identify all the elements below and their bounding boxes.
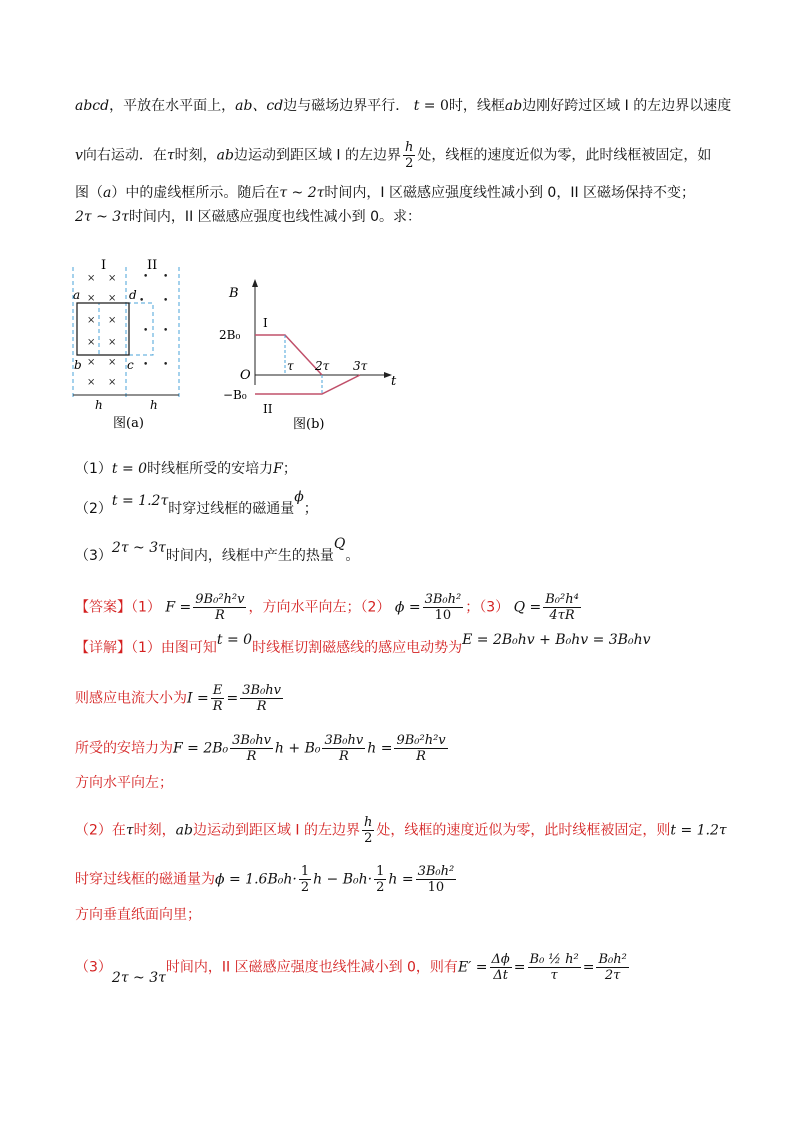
math: t = 0: [111, 461, 148, 477]
fraction: [490, 952, 512, 983]
figure-a-caption: 图(a): [113, 416, 144, 431]
fraction: [543, 592, 581, 623]
text: ）中的虚线框所示。随后在: [111, 185, 280, 201]
denominator: R: [212, 699, 223, 714]
fraction: [528, 952, 581, 983]
numerator: B₀²h⁴: [545, 592, 579, 607]
answer-line: [75, 592, 583, 623]
dot: •: [163, 296, 169, 306]
corner-c: c: [127, 358, 134, 372]
corner-a: a: [73, 288, 81, 302]
curve-label-2: II: [263, 402, 273, 416]
denominator: 2: [376, 880, 385, 895]
y-tick-minus-B0: −B₀: [223, 388, 247, 402]
denominator: 2τ: [604, 968, 621, 983]
denominator: Δt: [493, 968, 508, 983]
cross: ×: [108, 357, 117, 368]
text: 时间内，II 区磁感应强度也线性减小到 0，则有: [165, 959, 458, 976]
solution-line-2: [75, 683, 285, 714]
y-axis-label: B: [229, 286, 239, 301]
text: ；: [282, 461, 297, 477]
cross: ×: [108, 293, 117, 304]
denominator: R: [246, 749, 257, 764]
text: 时，线框: [448, 98, 505, 114]
text: （1）由图可知: [131, 640, 217, 656]
origin-label: O: [240, 368, 251, 383]
fraction: [362, 815, 374, 846]
text: 时线框所受的安培力: [147, 461, 274, 477]
text: ，平放在水平面上，: [109, 98, 236, 114]
cross: ×: [87, 337, 96, 348]
question-number: （2）: [75, 501, 112, 517]
dot: •: [163, 272, 169, 282]
math-ab-cd: ab、cd: [235, 98, 284, 114]
denominator: R: [338, 749, 349, 764]
cross: ×: [108, 337, 117, 348]
text: 边刚好跨过区域 I 的左边界以速度: [522, 98, 732, 114]
figure-a-svg: [65, 255, 195, 435]
math: h + B₀: [274, 740, 321, 757]
dimension-h-1: h: [95, 398, 103, 412]
text: ；（3）: [465, 599, 510, 616]
solution-tag: 【详解】: [75, 640, 131, 656]
denominator: 10: [434, 608, 452, 623]
question-number: （3）: [75, 548, 112, 564]
cross: ×: [87, 315, 96, 326]
problem-line-4: [75, 207, 421, 227]
fraction: [193, 592, 246, 623]
numerator: 3B₀h²: [417, 864, 455, 879]
math: t = 1.2τ: [111, 493, 169, 509]
text: 方向垂直纸面向里；: [75, 907, 201, 923]
numerator: 3B₀h²: [424, 592, 462, 607]
text: 向右运动．在: [82, 147, 167, 164]
text: 处，线框的速度近似为零，此时线框被固定，如: [417, 147, 712, 164]
math-ab: ab: [504, 98, 523, 114]
fraction-h-2: [403, 140, 415, 171]
denominator: 10: [427, 880, 445, 895]
y-axis-arrow: [252, 279, 258, 287]
math-tau: τ: [166, 147, 175, 164]
text: ；: [303, 501, 318, 517]
dot: •: [139, 296, 145, 306]
numerator: Δϕ: [491, 952, 510, 967]
math-v: v: [75, 147, 83, 164]
question-2: [75, 489, 318, 519]
denominator: R: [256, 699, 267, 714]
wire-frame: [77, 303, 129, 355]
math: =: [582, 959, 595, 976]
solution-line-8: [75, 952, 631, 986]
text: 方向水平向左；: [75, 775, 173, 791]
question-3: [75, 536, 360, 566]
math: F = 2B₀: [173, 740, 229, 757]
crosses-region-1: [87, 273, 116, 388]
math: ab: [175, 822, 193, 839]
x-tick-2tau: 2τ: [315, 359, 330, 373]
answer-tag: 【答案】: [75, 599, 131, 616]
text: （2）在: [75, 822, 126, 839]
fraction: [322, 733, 365, 764]
math-interval: τ ~ 2τ: [279, 185, 325, 201]
text: 则感应电流大小为: [75, 690, 187, 707]
text: 处，线框的速度近似为零，此时线框被固定，则: [376, 822, 671, 839]
denominator: 2: [300, 880, 310, 895]
text: 时穿过线框的磁通量为: [75, 871, 215, 888]
numerator: 1: [300, 864, 310, 879]
fraction: [416, 864, 457, 895]
denominator: 2: [364, 831, 373, 846]
cross: ×: [108, 315, 117, 326]
figure-b-svg: [215, 275, 400, 435]
text: 时间内，II 区磁感应强度也线性减小到 0。求：: [128, 209, 422, 225]
denominator: τ: [550, 968, 558, 983]
dot: •: [143, 326, 149, 336]
math: F: [273, 461, 283, 477]
text: ，方向水平向左；（2）: [248, 599, 391, 616]
numerator: 9B₀²h²v: [195, 592, 245, 607]
text: 时刻，: [133, 822, 176, 839]
math-eq0: = 0: [419, 98, 449, 114]
solution-line-3: [75, 733, 450, 764]
dot: •: [163, 360, 169, 370]
math: E = 2B₀hv + B₀hv = 3B₀hv: [462, 632, 651, 648]
numerator: 3B₀hv: [324, 733, 364, 748]
fraction: [240, 683, 283, 714]
math: h =: [388, 871, 414, 888]
math: h =: [367, 740, 393, 757]
fraction: [211, 683, 225, 714]
numerator: 9B₀²h²v: [396, 733, 446, 748]
math: =: [513, 959, 526, 976]
x-tick-tau: τ: [287, 359, 294, 373]
math: 2τ ~ 3τ: [111, 969, 166, 986]
fraction: [394, 733, 447, 764]
cross: ×: [108, 273, 117, 284]
math: t = 0: [216, 632, 253, 648]
math: ϕ =: [394, 599, 421, 616]
math: Q: [333, 536, 346, 552]
problem-line-2: [75, 140, 711, 171]
math-t: t: [413, 98, 420, 114]
solution-line-1: [75, 632, 651, 658]
fraction: [423, 592, 464, 623]
text: 。: [345, 548, 360, 564]
text: 时刻，: [174, 147, 217, 164]
numerator: B₀ ½ h²: [529, 952, 579, 967]
fraction: [299, 864, 311, 895]
text: （1）: [131, 599, 161, 616]
numerator: E: [212, 683, 223, 698]
curve-label-1: I: [263, 316, 268, 330]
fraction: [230, 733, 273, 764]
cross: ×: [87, 293, 96, 304]
numerator: 3B₀hv: [232, 733, 271, 748]
denominator: R: [214, 608, 225, 623]
text: 所受的安培力为: [75, 740, 173, 757]
solution-line-6: [75, 864, 458, 895]
math: F =: [165, 599, 192, 616]
numerator: h: [405, 140, 414, 155]
dot: •: [143, 360, 149, 370]
text: （3）: [75, 959, 112, 976]
dot: •: [143, 272, 149, 282]
fraction: [596, 952, 628, 983]
fraction: [374, 864, 386, 895]
math: E′ =: [457, 959, 488, 976]
region-1-label: I: [101, 258, 107, 273]
figure-b: [215, 275, 400, 439]
math: 2τ ~ 3τ: [111, 540, 166, 556]
solution-line-5: [75, 815, 727, 846]
text: 时间内，线框中产生的热量: [165, 548, 334, 564]
problem-line-3: [75, 183, 695, 203]
denominator: R: [416, 749, 426, 764]
denominator: 2: [405, 156, 414, 171]
denominator: 4τR: [549, 608, 575, 623]
question-1: [75, 459, 297, 479]
math: τ: [125, 822, 134, 839]
numerator: 3B₀hv: [242, 683, 282, 698]
dot: •: [163, 326, 169, 336]
solution-line-7: [75, 905, 201, 925]
dimension-h-2: h: [150, 398, 158, 412]
region-2-label: II: [147, 258, 158, 273]
text: 时穿过线框的磁通量: [168, 501, 295, 517]
math-a: a: [103, 185, 112, 201]
math: =: [226, 690, 239, 707]
figure-a: [65, 255, 195, 439]
corner-d: d: [129, 288, 137, 302]
problem-line-1: [75, 96, 731, 116]
math-ab: ab: [216, 147, 234, 164]
solution-line-4: [75, 773, 173, 793]
x-axis-label: t: [391, 374, 397, 389]
math: I =: [187, 690, 209, 707]
x-tick-3tau: 3τ: [353, 359, 368, 373]
math: h − B₀h·: [313, 871, 373, 888]
math: ϕ: [294, 489, 304, 505]
text: 图（: [75, 185, 103, 201]
text: 边运动到距区域 I 的左边界: [233, 147, 402, 164]
cross: ×: [108, 377, 117, 388]
y-tick-2B0: 2B₀: [219, 328, 241, 342]
figure-b-caption: 图(b): [293, 417, 325, 432]
corner-b: b: [74, 358, 82, 372]
math-abcd: abcd: [75, 98, 110, 114]
text: 时线框切割磁感线的感应电动势为: [252, 640, 463, 656]
math-interval: 2τ ~ 3τ: [75, 209, 129, 225]
math: t = 1.2τ: [670, 822, 727, 839]
numerator: 1: [376, 864, 385, 879]
numerator: B₀h²: [598, 952, 627, 967]
question-number: （1）: [75, 461, 112, 477]
numerator: h: [364, 815, 373, 830]
text: 边与磁场边界平行．: [283, 98, 410, 114]
text: 边运动到距区域 I 的左边界: [192, 822, 361, 839]
curve-region-2: [255, 375, 360, 394]
cross: ×: [87, 273, 96, 284]
cross: ×: [87, 357, 96, 368]
math: Q =: [513, 599, 542, 616]
text: 时间内，I 区磁感应强度线性减小到 0，II 区磁场保持不变；: [324, 185, 696, 201]
cross: ×: [87, 377, 96, 388]
math: ϕ = 1.6B₀h·: [215, 871, 297, 888]
